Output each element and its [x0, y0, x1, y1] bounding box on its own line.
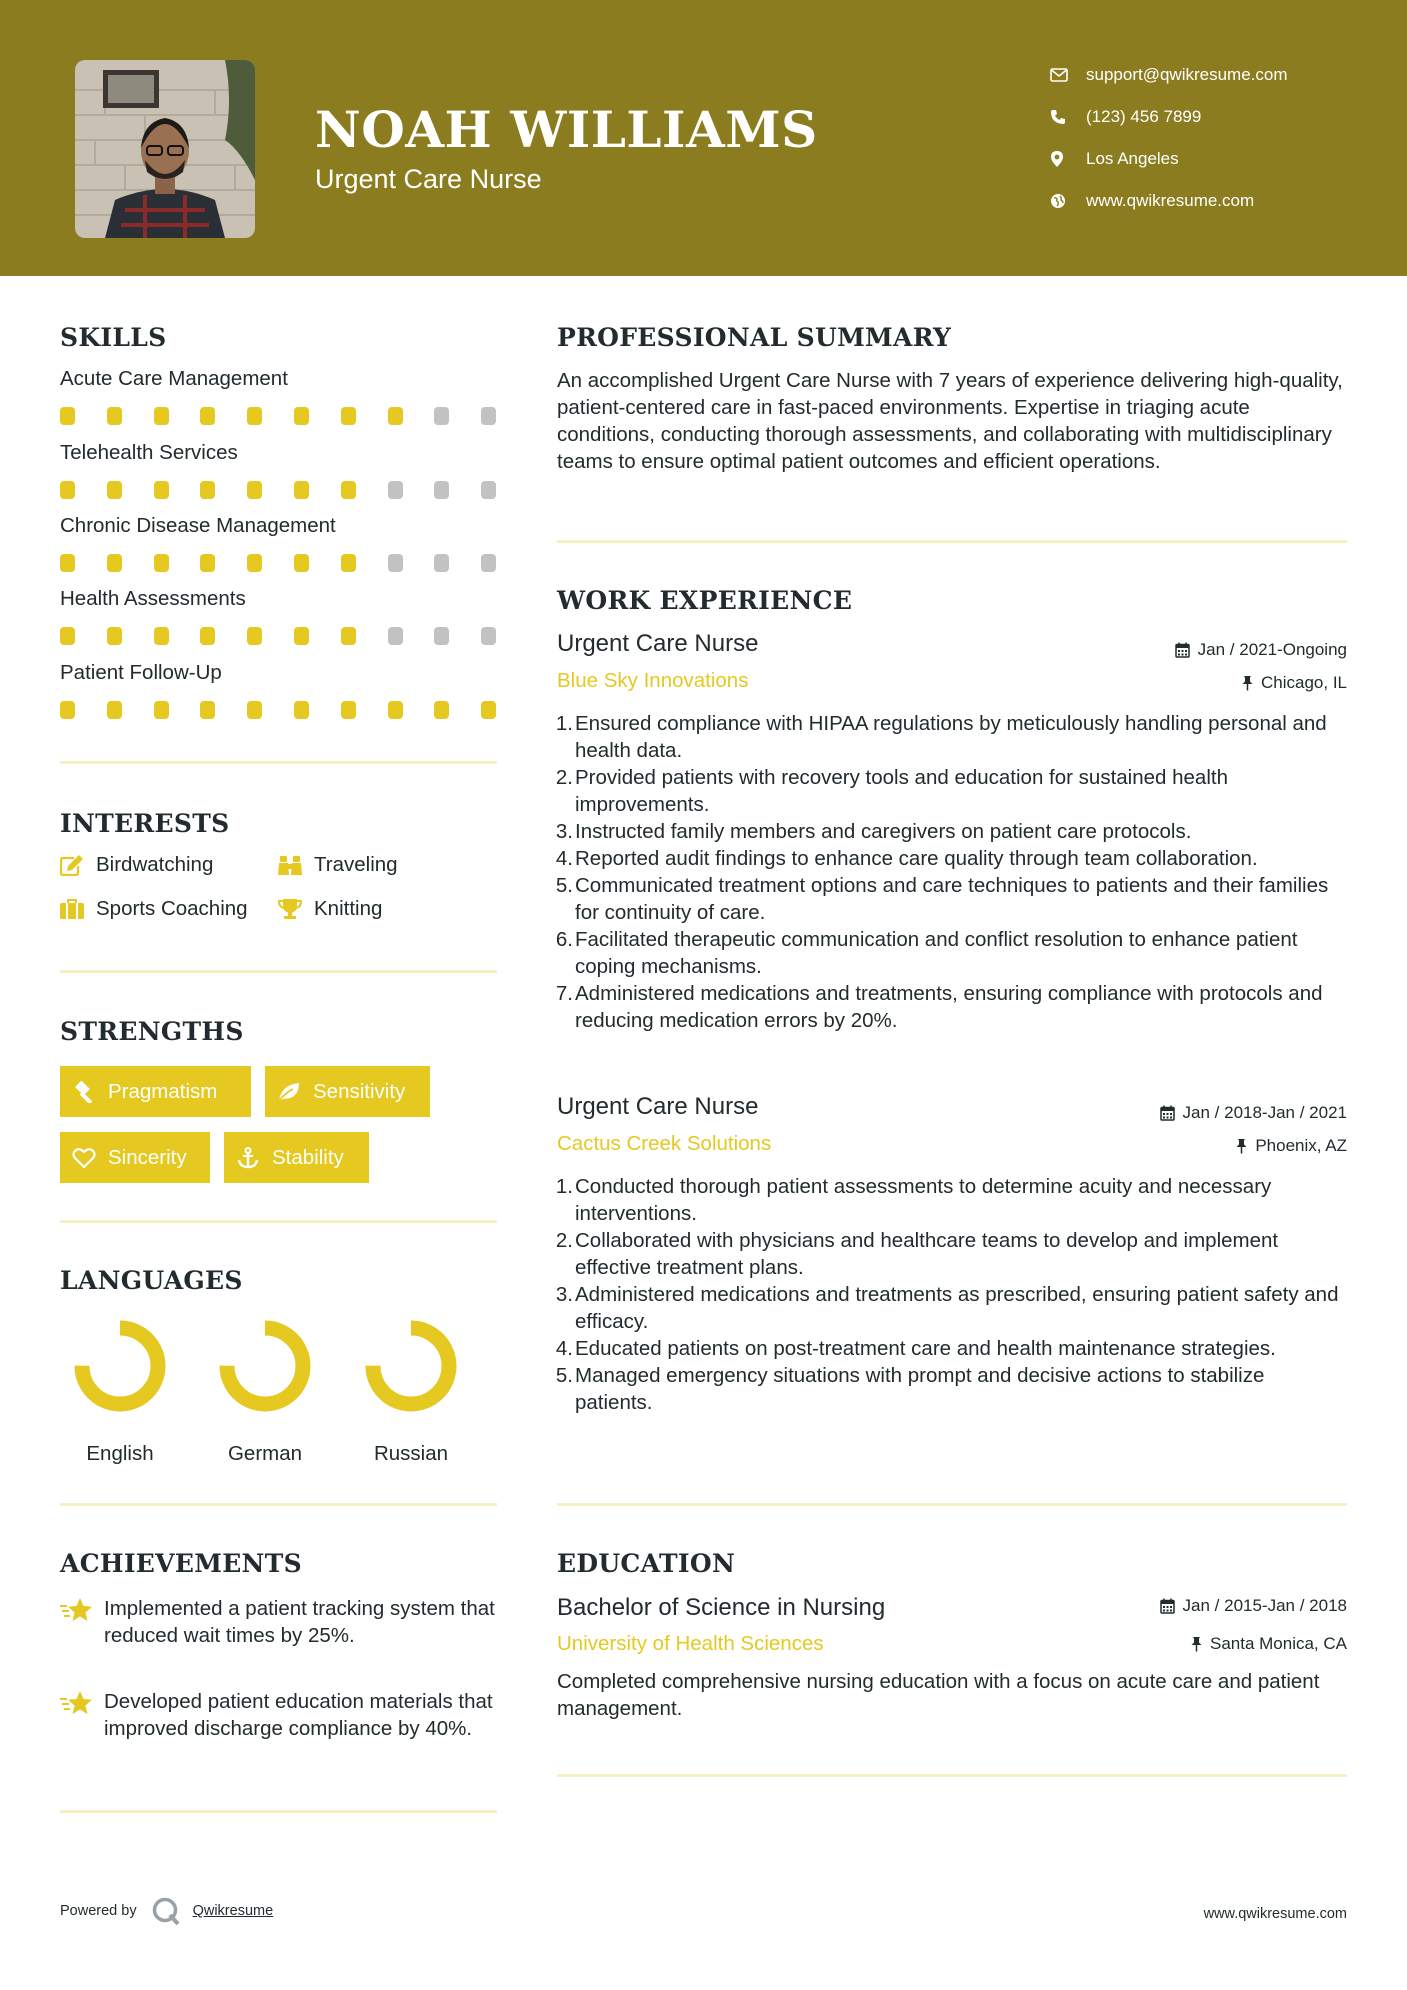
skill-dot-filled	[154, 701, 169, 719]
skill-dot-empty	[388, 554, 403, 572]
job-location-text: Chicago, IL	[1261, 673, 1347, 692]
list-text: Reported audit findings to enhance care quality through team collaboration.	[575, 847, 1258, 870]
company-name: Cactus Creek Solutions	[557, 1132, 772, 1155]
list-number: 4.	[555, 847, 573, 870]
company-name: Blue Sky Innovations	[557, 669, 749, 692]
interest-label: Birdwatching	[96, 853, 214, 876]
list-text: Administered medications and treatments as prescribed, ensuring patient safety and efficacy.	[575, 1283, 1339, 1333]
summary-title: PROFESSIONAL SUMMARY	[557, 323, 952, 352]
skill-dot-empty	[434, 554, 449, 572]
strength-badge	[265, 1066, 430, 1117]
strength-label: Stability	[272, 1145, 344, 1169]
strength-label: Sensitivity	[313, 1079, 406, 1103]
achievements-title: ACHIEVEMENTS	[60, 1549, 302, 1578]
skill-item	[60, 661, 500, 721]
contact-website-text: www.qwikresume.com	[1086, 191, 1255, 210]
list-item	[557, 1362, 1347, 1416]
skill-dot-filled	[247, 701, 262, 719]
skill-name: Telehealth Services	[60, 441, 238, 464]
job-title: Urgent Care Nurse	[557, 1093, 759, 1120]
interest-item	[278, 897, 382, 921]
achievement-item	[60, 1595, 500, 1649]
binoculars-icon	[278, 854, 314, 876]
strength-badge	[224, 1132, 369, 1183]
skill-name: Health Assessments	[60, 587, 246, 610]
globe-icon	[1050, 193, 1086, 209]
skill-dot-filled	[247, 481, 262, 499]
skill-dot-filled	[200, 627, 215, 645]
list-item	[557, 980, 1347, 1034]
skill-dot-filled	[341, 627, 356, 645]
star-icon	[60, 1688, 104, 1742]
interest-label: Sports Coaching	[96, 897, 248, 920]
anchor-icon	[236, 1147, 272, 1169]
contact-phone[interactable]	[1050, 96, 1380, 138]
education-location	[1191, 1634, 1347, 1654]
resume-header	[0, 0, 1407, 276]
leaf-icon	[277, 1081, 313, 1103]
section-divider	[60, 761, 497, 764]
briefcase-icon	[60, 898, 96, 920]
summary-text: An accomplished Urgent Care Nurse with 7 years of experience delivering high-quality, patient-centered care in fast-paced environments. Expertise in triaging acute conditions, conducting thorough assessments, and collaborating with multidisciplinary teams to ensure optimal patient outcomes and efficient operations.	[557, 369, 1343, 473]
skill-dot-filled	[294, 481, 309, 499]
qwikresume-link[interactable]: Qwikresume	[192, 1903, 274, 1919]
education-dates-text: Jan / 2015-Jan / 2018	[1182, 1596, 1347, 1615]
achievement-item	[60, 1688, 500, 1742]
list-item	[557, 872, 1347, 926]
skill-dot-filled	[294, 627, 309, 645]
skill-dot-filled	[388, 701, 403, 719]
strength-label: Pragmatism	[108, 1079, 218, 1103]
list-number: 2.	[555, 766, 573, 789]
job-dates-text: Jan / 2018-Jan / 2021	[1182, 1103, 1347, 1122]
school-name: University of Health Sciences	[557, 1632, 824, 1655]
list-item	[557, 764, 1347, 818]
skill-dot-filled	[107, 701, 122, 719]
skill-dot-filled	[481, 701, 496, 719]
qwikresume-logo-icon	[151, 1896, 181, 1926]
job-location	[1236, 1136, 1347, 1156]
skill-dot-filled	[154, 627, 169, 645]
skill-dot-filled	[294, 554, 309, 572]
interest-item	[60, 897, 248, 921]
skill-dot-empty	[481, 554, 496, 572]
pushpin-icon	[1236, 1138, 1247, 1154]
trophy-icon	[278, 898, 314, 920]
list-text: Administered medications and treatments, ensuring compliance with protocols and reducing medication errors by 20%.	[575, 982, 1323, 1032]
skill-dot-empty	[481, 627, 496, 645]
list-number: 5.	[555, 874, 573, 897]
education-title: EDUCATION	[557, 1549, 736, 1578]
skill-rating	[60, 627, 500, 647]
skill-dot-filled	[388, 407, 403, 425]
list-text: Ensured compliance with HIPAA regulations by meticulously handling personal and health data.	[575, 712, 1327, 762]
skill-item	[60, 587, 500, 647]
interest-label: Traveling	[314, 853, 398, 876]
skill-name: Patient Follow-Up	[60, 661, 222, 684]
section-divider	[60, 1810, 497, 1813]
job-location	[1242, 673, 1347, 693]
skill-dot-empty	[481, 481, 496, 499]
job-dates	[1160, 1103, 1347, 1123]
skill-rating	[60, 407, 500, 427]
job-duties	[557, 1173, 1347, 1416]
skill-dot-filled	[60, 627, 75, 645]
skill-dot-empty	[434, 627, 449, 645]
list-text: Collaborated with physicians and healthcare teams to develop and implement effective treatment plans.	[575, 1229, 1279, 1279]
interest-label: Knitting	[314, 897, 383, 920]
skill-dot-empty	[434, 407, 449, 425]
list-number: 3.	[555, 1283, 573, 1306]
contact-location	[1050, 138, 1380, 180]
section-divider	[557, 1503, 1347, 1506]
list-item	[557, 1335, 1347, 1362]
skill-dot-filled	[247, 407, 262, 425]
language-name: Russian	[373, 1442, 449, 1465]
skill-dot-filled	[200, 481, 215, 499]
phone-icon	[1050, 109, 1086, 125]
footer-website[interactable]: www.qwikresume.com	[1203, 1906, 1347, 1922]
job-dates	[1175, 640, 1347, 660]
envelope-icon	[1050, 68, 1086, 82]
section-divider	[60, 1503, 497, 1506]
list-item	[557, 818, 1347, 845]
candidate-name: NOAH WILLIAMS	[315, 100, 818, 159]
degree-name: Bachelor of Science in Nursing	[557, 1594, 886, 1621]
pushpin-icon	[1242, 675, 1253, 691]
list-text: Conducted thorough patient assessments to determine acuity and necessary interventions.	[575, 1175, 1272, 1225]
language-item	[205, 1318, 325, 1466]
strength-label: Sincerity	[108, 1145, 187, 1169]
skill-dot-filled	[107, 407, 122, 425]
list-item	[557, 926, 1347, 980]
skill-item	[60, 441, 500, 501]
skill-dot-empty	[481, 407, 496, 425]
skill-dot-empty	[434, 481, 449, 499]
list-text: Provided patients with recovery tools and education for sustained health improvements.	[575, 766, 1228, 816]
languages-title: LANGUAGES	[60, 1266, 243, 1295]
skill-dot-filled	[200, 701, 215, 719]
list-text: Facilitated therapeutic communication and conflict resolution to enhance patient coping mechanisms.	[575, 928, 1298, 978]
skill-dot-filled	[341, 554, 356, 572]
contact-website[interactable]	[1050, 180, 1380, 222]
strengths-title: STRENGTHS	[60, 1017, 244, 1046]
skill-dot-filled	[200, 554, 215, 572]
section-divider	[557, 1774, 1347, 1777]
pencil-square-icon	[60, 854, 96, 876]
section-divider	[60, 970, 497, 973]
job-duties	[557, 710, 1347, 1034]
list-number: 1.	[555, 712, 573, 735]
skill-dot-filled	[107, 627, 122, 645]
star-icon	[60, 1595, 104, 1649]
footer-powered-by	[60, 1896, 273, 1926]
powered-by-label: Powered by	[60, 1903, 137, 1919]
achievement-text: Developed patient education materials that improved discharge compliance by 40%.	[104, 1690, 493, 1740]
gavel-icon	[72, 1081, 108, 1103]
map-pin-icon	[1050, 150, 1086, 168]
interests-title: INTERESTS	[60, 809, 230, 838]
skill-dot-filled	[60, 554, 75, 572]
skill-dot-filled	[434, 701, 449, 719]
list-number: 5.	[555, 1364, 573, 1387]
skill-dot-filled	[60, 407, 75, 425]
skill-dot-filled	[294, 407, 309, 425]
skill-dot-filled	[341, 481, 356, 499]
achievement-text: Implemented a patient tracking system that reduced wait times by 25%.	[104, 1597, 495, 1647]
skills-title: SKILLS	[60, 323, 167, 352]
list-item	[557, 710, 1347, 764]
language-ring	[72, 1318, 168, 1414]
skill-rating	[60, 554, 500, 574]
skill-dot-filled	[154, 554, 169, 572]
education-description: Completed comprehensive nursing education with a focus on acute care and patient management.	[557, 1670, 1320, 1720]
contact-email-text: support@qwikresume.com	[1086, 65, 1288, 84]
calendar-icon	[1160, 1598, 1175, 1614]
contact-email[interactable]	[1050, 54, 1380, 96]
strength-badge	[60, 1066, 251, 1117]
heart-icon	[72, 1147, 108, 1169]
list-number: 3.	[555, 820, 573, 843]
list-text: Instructed family members and caregivers on patient care protocols.	[575, 820, 1192, 843]
profile-photo	[75, 60, 255, 238]
language-ring	[363, 1318, 459, 1414]
skill-dot-filled	[107, 481, 122, 499]
list-number: 2.	[555, 1229, 573, 1252]
strength-badge	[60, 1132, 210, 1183]
skill-dot-filled	[154, 407, 169, 425]
section-divider	[557, 540, 1347, 543]
candidate-role: Urgent Care Nurse	[315, 164, 542, 194]
calendar-icon	[1160, 1105, 1175, 1121]
skill-item	[60, 514, 500, 574]
skill-rating	[60, 701, 500, 721]
list-item	[557, 1281, 1347, 1335]
skill-dot-empty	[388, 481, 403, 499]
list-item	[557, 845, 1347, 872]
pushpin-icon	[1191, 1636, 1202, 1652]
interest-item	[60, 853, 213, 877]
skill-dot-filled	[200, 407, 215, 425]
skill-dot-filled	[247, 627, 262, 645]
skill-dot-filled	[341, 701, 356, 719]
language-name: English	[86, 1442, 154, 1465]
skill-dot-empty	[388, 627, 403, 645]
language-ring	[217, 1318, 313, 1414]
list-number: 1.	[555, 1175, 573, 1198]
job-location-text: Phoenix, AZ	[1255, 1136, 1347, 1155]
list-number: 4.	[555, 1337, 573, 1360]
education-location-text: Santa Monica, CA	[1209, 1634, 1347, 1653]
contact-list	[1050, 54, 1380, 222]
list-text: Educated patients on post-treatment care and health maintenance strategies.	[575, 1337, 1276, 1360]
section-divider	[60, 1220, 497, 1223]
skill-dot-filled	[154, 481, 169, 499]
list-item	[557, 1173, 1347, 1227]
skill-dot-filled	[247, 554, 262, 572]
language-item	[351, 1318, 471, 1466]
contact-phone-text: (123) 456 7899	[1086, 107, 1202, 126]
contact-location-text: Los Angeles	[1086, 149, 1179, 168]
skill-dot-filled	[107, 554, 122, 572]
list-number: 6.	[555, 928, 573, 951]
calendar-icon	[1175, 642, 1190, 658]
skill-dot-filled	[60, 701, 75, 719]
skill-dot-filled	[294, 701, 309, 719]
education-dates	[1160, 1596, 1347, 1616]
list-text: Communicated treatment options and care techniques to patients and their families for continuity of care.	[575, 874, 1329, 924]
list-text: Managed emergency situations with prompt and decisive actions to stabilize patients.	[575, 1364, 1265, 1414]
skill-name: Chronic Disease Management	[60, 514, 336, 537]
skill-rating	[60, 481, 500, 501]
job-dates-text: Jan / 2021-Ongoing	[1197, 640, 1347, 659]
list-number: 7.	[555, 982, 573, 1005]
skill-name: Acute Care Management	[60, 367, 288, 390]
skill-dot-filled	[341, 407, 356, 425]
list-item	[557, 1227, 1347, 1281]
job-title: Urgent Care Nurse	[557, 630, 759, 657]
language-item	[60, 1318, 180, 1466]
experience-title: WORK EXPERIENCE	[557, 586, 853, 615]
skill-item	[60, 367, 500, 427]
language-name: German	[227, 1442, 303, 1465]
skill-dot-filled	[60, 481, 75, 499]
interest-item	[278, 853, 398, 877]
